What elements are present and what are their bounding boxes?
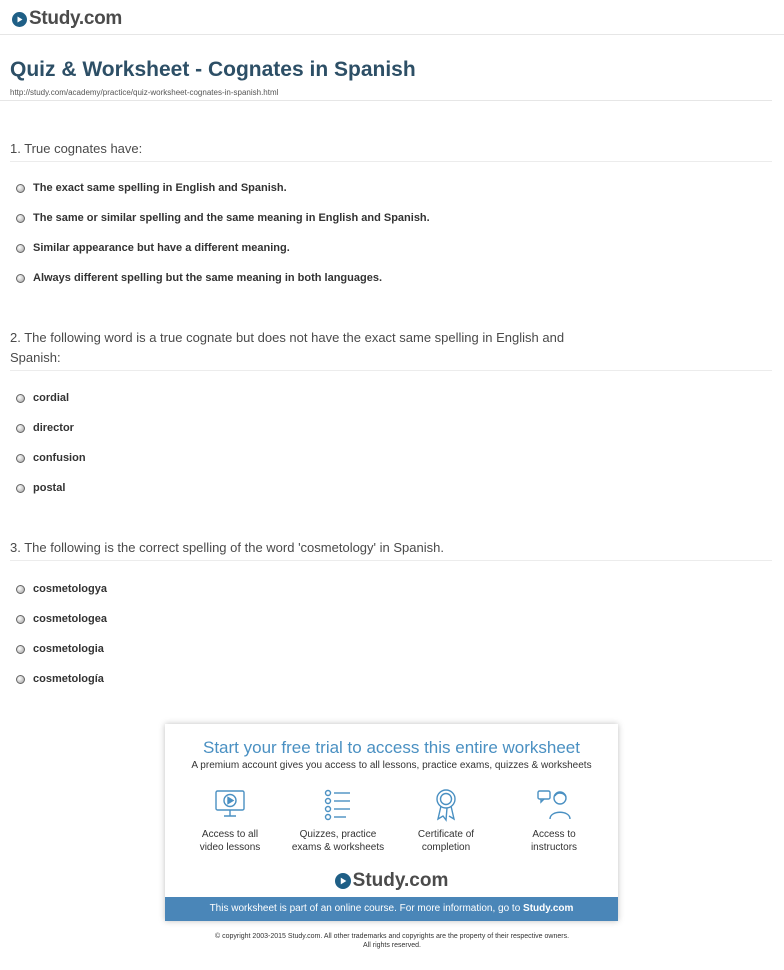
promo-study-logo[interactable] (165, 870, 618, 892)
feature-label: Access to instructors (530, 829, 578, 853)
radio-button[interactable] (16, 645, 25, 654)
radio-button[interactable] (16, 274, 25, 283)
answer-option[interactable]: The exact same spelling in English and Spanish. (16, 173, 430, 203)
study-logo[interactable] (12, 8, 122, 30)
copyright-footer (0, 932, 784, 950)
answer-option[interactable]: cosmetologea (16, 604, 107, 634)
answer-option[interactable]: confusion (16, 443, 86, 473)
copyright-line: © copyright 2003-2015 Study.com. All other trademarks and copyrights are the property of their respective owners. (214, 933, 570, 940)
answer-option[interactable]: cosmetologya (16, 574, 107, 604)
play-icon (335, 873, 351, 889)
radio-button[interactable] (16, 214, 25, 223)
quiz-list-icon (320, 786, 356, 822)
answer-option[interactable]: cosmetología (16, 664, 107, 694)
answer-option[interactable]: Similar appearance but have a different meaning. (16, 233, 430, 263)
feature-label: Certificate of completion (417, 829, 475, 853)
promo-info-bar (165, 897, 618, 921)
feature-video-lessons (175, 786, 285, 854)
radio-button[interactable] (16, 394, 25, 403)
question-3: 3. The following is the correct spelling of the word 'cosmetology' in Spanish. (10, 540, 444, 555)
logo-text: Study.com (29, 8, 123, 29)
answer-option[interactable]: cosmetologia (16, 634, 107, 664)
radio-button[interactable] (16, 244, 25, 253)
header-divider (0, 34, 784, 35)
answer-option[interactable]: cordial (16, 383, 86, 413)
promo-title[interactable]: Start your free trial to access this entire worksheet (203, 738, 580, 757)
answer-list-3 (16, 574, 107, 694)
answer-option[interactable]: The same or similar spelling and the same meaning in English and Spanish. (16, 203, 430, 233)
radio-button[interactable] (16, 675, 25, 684)
url-divider (0, 100, 772, 101)
radio-button[interactable] (16, 615, 25, 624)
answer-list-2 (16, 383, 86, 503)
answer-option[interactable]: postal (16, 473, 86, 503)
play-icon (12, 12, 27, 27)
feature-certificate (391, 786, 501, 854)
answer-option[interactable]: Always different spelling but the same meaning in both languages. (16, 263, 430, 293)
question-2: 2. The following word is a true cognate but does not have the exact same spelling in English and Spanish: (10, 330, 565, 365)
feature-label: Quizzes, practice exams & worksheets (291, 829, 385, 853)
rights-line: All rights reserved. (363, 942, 421, 949)
question-divider (10, 161, 772, 162)
instructor-chat-icon (536, 786, 572, 822)
promo-subtitle: A premium account gives you access to all lessons, practice exams, quizzes & worksheets (191, 760, 592, 771)
radio-button[interactable] (16, 184, 25, 193)
radio-button[interactable] (16, 424, 25, 433)
radio-button[interactable] (16, 585, 25, 594)
video-lesson-icon (212, 786, 248, 822)
page-title: Quiz & Worksheet - Cognates in Spanish (10, 58, 416, 81)
answer-list-1 (16, 173, 430, 293)
answer-option[interactable]: director (16, 413, 86, 443)
feature-quizzes (283, 786, 393, 854)
study-link[interactable]: Study.com (523, 903, 574, 914)
radio-button[interactable] (16, 484, 25, 493)
promo-bar-text: This worksheet is part of an online course. For more information, go to (209, 903, 524, 914)
certificate-icon (428, 786, 464, 822)
feature-label: Access to all video lessons (199, 829, 261, 853)
radio-button[interactable] (16, 454, 25, 463)
question-divider (10, 370, 772, 371)
feature-instructors (499, 786, 609, 854)
question-1: 1. True cognates have: (10, 141, 143, 156)
premium-promo-box (165, 724, 618, 921)
promo-logo-text: Study.com (352, 870, 449, 891)
page-url: http://study.com/academy/practice/quiz-worksheet-cognates-in-spanish.html (10, 88, 279, 97)
question-divider (10, 560, 772, 561)
